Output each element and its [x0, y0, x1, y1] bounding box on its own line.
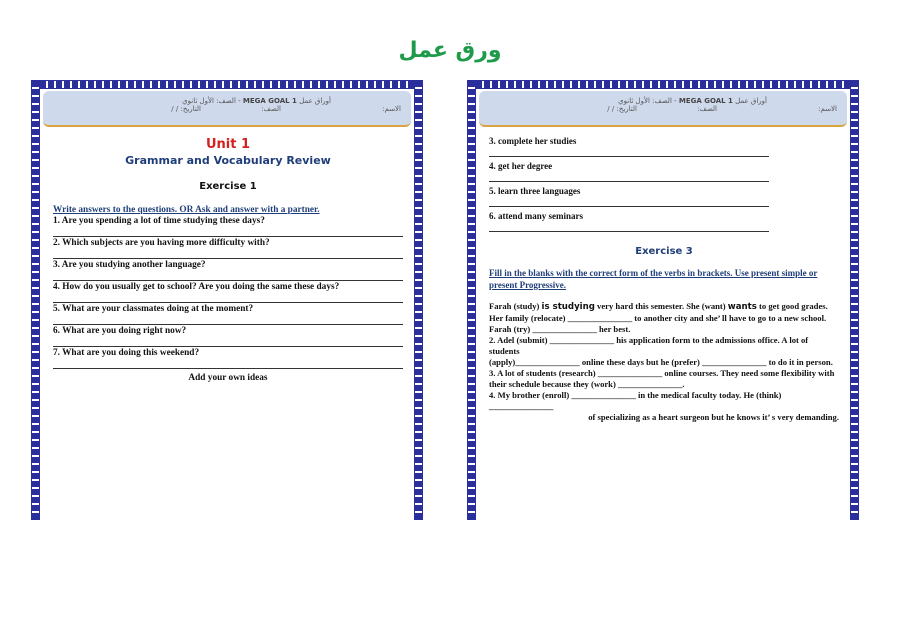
list-item: 5. learn three languages: [489, 186, 581, 196]
name-label: الاسم:: [818, 105, 837, 113]
paragraph-line: Farah (try) _______________ her best.: [489, 324, 631, 334]
decorative-border-left: [467, 80, 476, 520]
exercise-instruction: Fill in the blanks with the correct form of the verbs in brackets. Use present simple or present Progressive.: [489, 268, 818, 290]
unit-title: Unit 1: [205, 137, 251, 152]
paragraph-line: of specializing as a heart surgeon but he knows it’ s very demanding.: [588, 412, 839, 422]
paragraph-line: Her family (relocate) _______________ to another city and she’ ll have to go to a new school.: [489, 313, 827, 323]
decorative-border-left: [31, 80, 40, 520]
date-label: التاريخ: / /: [607, 105, 637, 113]
right-content: [489, 135, 839, 423]
question-item: 2. Which subjects are you having more difficulty with?: [53, 238, 270, 248]
header-line1: أوراق عمل MEGA GOAL 1 - الصف: الأول ثانوي: [618, 97, 767, 105]
answer-line: [53, 293, 403, 303]
worksheet-header: [43, 91, 411, 127]
paragraph-line: Farah (study) is studying very hard this semester. She (want) wants to get good grades.: [489, 301, 828, 312]
decorative-border-right: [850, 80, 859, 520]
paragraph-line: (apply)_______________ online these days but he (prefer) _______________ to do it in person.: [489, 357, 833, 367]
exercise-heading: Exercise 1: [199, 181, 257, 192]
paragraph-line: 3. A lot of students (research) _______________ online courses. They need some flexibility with: [489, 368, 835, 378]
class-label: الصف:: [697, 105, 717, 113]
name-label: الاسم:: [382, 105, 401, 113]
paragraph-line: 2. Adel (submit) _______________ his application form to the admissions office. A lot of students: [489, 335, 809, 356]
list-item: 4. get her degree: [489, 161, 553, 171]
decorative-border-right: [414, 80, 423, 520]
exercise-heading: Exercise 3: [635, 246, 693, 257]
list-item: 3. complete her studies: [489, 136, 577, 146]
answer-line: [53, 315, 403, 325]
answer-line: [53, 337, 403, 347]
left-content: [53, 132, 403, 383]
decorative-border-top: [467, 80, 859, 89]
date-label: التاريخ: / /: [171, 105, 201, 113]
question-item: 5. What are your classmates doing at the moment?: [53, 304, 254, 314]
class-label: الصف:: [261, 105, 281, 113]
paragraph-line: their schedule because they (work) _______________.: [489, 379, 685, 389]
page-title: ورق عمل: [398, 38, 502, 63]
decorative-border-top: [31, 80, 423, 89]
question-item: 7. What are you doing this weekend?: [53, 348, 200, 358]
answer-line: [53, 271, 403, 281]
paragraph-line: _______________: [489, 401, 554, 411]
list-item: 6. attend many seminars: [489, 211, 583, 221]
question-item: 6. What are you doing right now?: [53, 326, 187, 336]
example-answer: wants: [727, 302, 757, 312]
example-answer: is studying: [541, 302, 595, 312]
answer-line: [53, 359, 403, 369]
question-item: 4. How do you usually get to school? Are you doing the same these days?: [53, 282, 340, 292]
answer-line: [489, 222, 769, 232]
header-line1: أوراق عمل MEGA GOAL 1 - الصف: الأول ثانوي: [182, 97, 331, 105]
section-subtitle: Grammar and Vocabulary Review: [125, 154, 331, 167]
paragraph-line: 4. My brother (enroll) _______________ in the medical faculty today. He (think): [489, 390, 782, 400]
add-ideas-label: Add your own ideas: [188, 373, 268, 383]
answer-line: [53, 249, 403, 259]
worksheet-left: [31, 80, 423, 520]
worksheet-header: [479, 91, 847, 127]
question-item: 3. Are you studying another language?: [53, 260, 206, 270]
exercise-paragraph: [489, 301, 839, 423]
question-item: 1. Are you spending a lot of time studying these days?: [53, 216, 265, 226]
answer-line: [489, 147, 769, 157]
exercise-instruction: Write answers to the questions. OR Ask and answer with a partner.: [53, 205, 320, 215]
answer-line: [489, 197, 769, 207]
worksheet-right: [467, 80, 859, 520]
answer-line: [489, 172, 769, 182]
answer-line: [53, 227, 403, 237]
